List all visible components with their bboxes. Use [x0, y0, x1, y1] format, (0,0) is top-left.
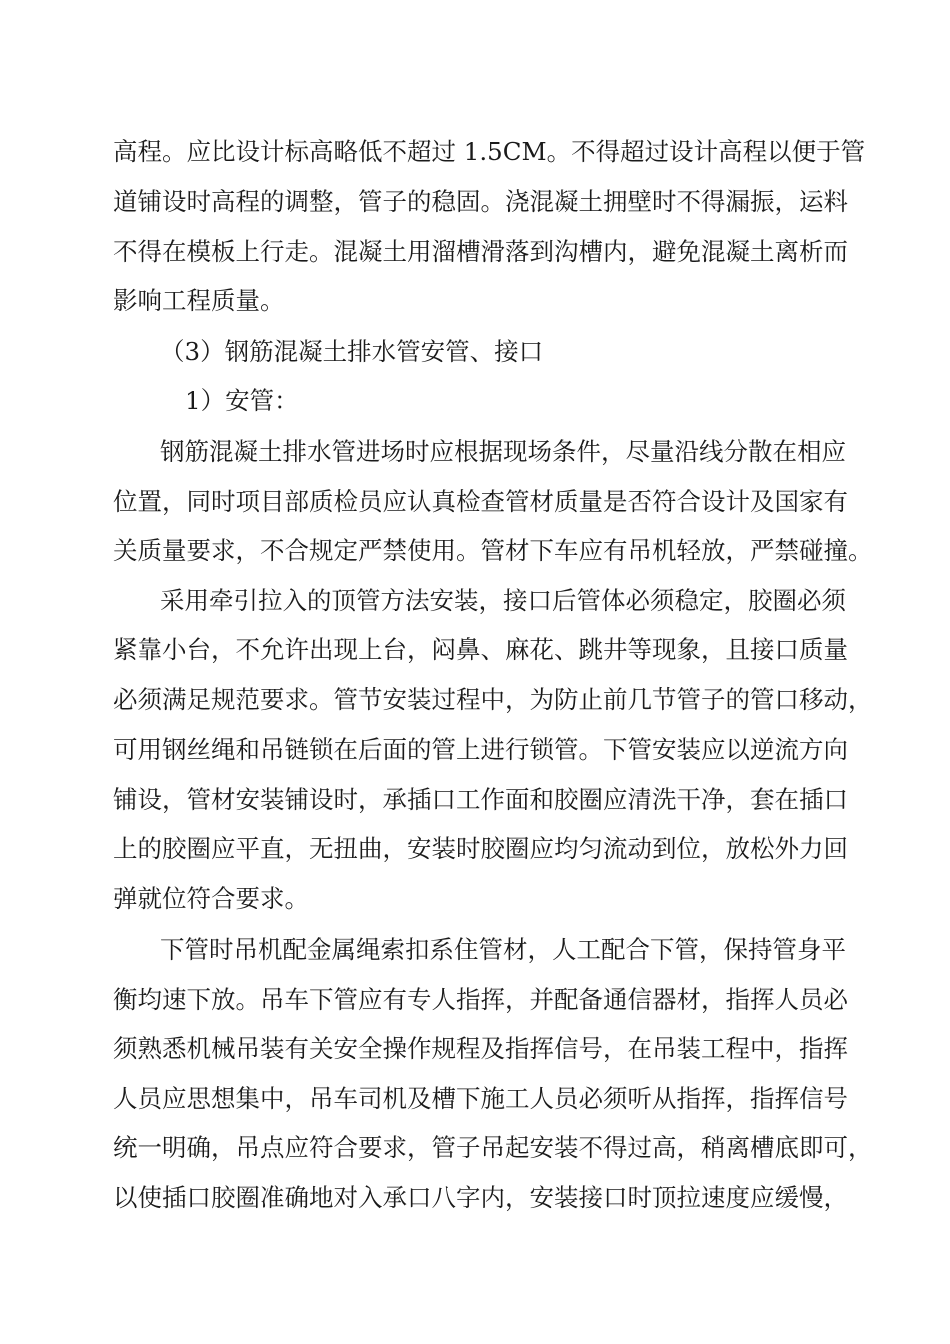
- paragraph-2-line-2: 位置，同时项目部质检员应认真检查管材质量是否符合设计及国家有: [113, 487, 848, 516]
- paragraph-3-line-4: 可用钢丝绳和吊链锁在后面的管上进行锁管。下管安装应以逆流方向: [113, 735, 848, 764]
- paragraph-1-line-3: 不得在模板上行走。混凝土用溜槽滑落到沟槽内，避免混凝土离析而: [113, 237, 848, 266]
- paragraph-4-line-4: 人员应思想集中，吊车司机及槽下施工人员必须听从指挥，指挥信号: [113, 1084, 848, 1113]
- paragraph-1-line-1: 高程。应比设计标高略低不超过 1.5CM。不得超过设计高程以便于管: [113, 137, 866, 166]
- paragraph-1-line-4: 影响工程质量。: [113, 286, 285, 315]
- subsection-heading: 1）安管：: [185, 386, 299, 415]
- section-heading: （3）钢筋混凝土排水管安管、接口: [160, 337, 544, 366]
- paragraph-3-line-7: 弹就位符合要求。: [113, 884, 309, 913]
- paragraph-3-line-5: 铺设，管材安装铺设时，承插口工作面和胶圈应清洗干净，套在插口: [113, 785, 848, 814]
- paragraph-3-line-3: 必须满足规范要求。管节安装过程中，为防止前几节管子的管口移动，: [113, 685, 873, 714]
- paragraph-3-line-6: 上的胶圈应平直，无扭曲，安装时胶圈应均匀流动到位，放松外力回: [113, 834, 848, 863]
- paragraph-2-line-3: 关质量要求，不合规定严禁使用。管材下车应有吊机轻放，严禁碰撞。: [113, 536, 873, 565]
- paragraph-3-line-1: 采用牵引拉入的顶管方法安装，接口后管体必须稳定，胶圈必须: [160, 586, 846, 615]
- paragraph-4-line-5: 统一明确，吊点应符合要求，管子吊起安装不得过高，稍离槽底即可，: [113, 1133, 873, 1162]
- paragraph-3-line-2: 紧靠小台，不允许出现上台，闷鼻、麻花、跳井等现象，且接口质量: [113, 635, 848, 664]
- paragraph-2-line-1: 钢筋混凝土排水管进场时应根据现场条件，尽量沿线分散在相应: [160, 437, 846, 466]
- paragraph-4-line-1: 下管时吊机配金属绳索扣系住管材，人工配合下管，保持管身平: [160, 935, 846, 964]
- paragraph-4-line-6: 以使插口胶圈准确地对入承口八字内，安装接口时顶拉速度应缓慢，: [113, 1183, 848, 1212]
- paragraph-4-line-3: 须熟悉机械吊装有关安全操作规程及指挥信号，在吊装工程中，指挥: [113, 1034, 848, 1063]
- paragraph-1-line-2: 道铺设时高程的调整，管子的稳固。浇混凝土拥壁时不得漏振，运料: [113, 187, 848, 216]
- paragraph-4-line-2: 衡均速下放。吊车下管应有专人指挥，并配备通信器材，指挥人员必: [113, 985, 848, 1014]
